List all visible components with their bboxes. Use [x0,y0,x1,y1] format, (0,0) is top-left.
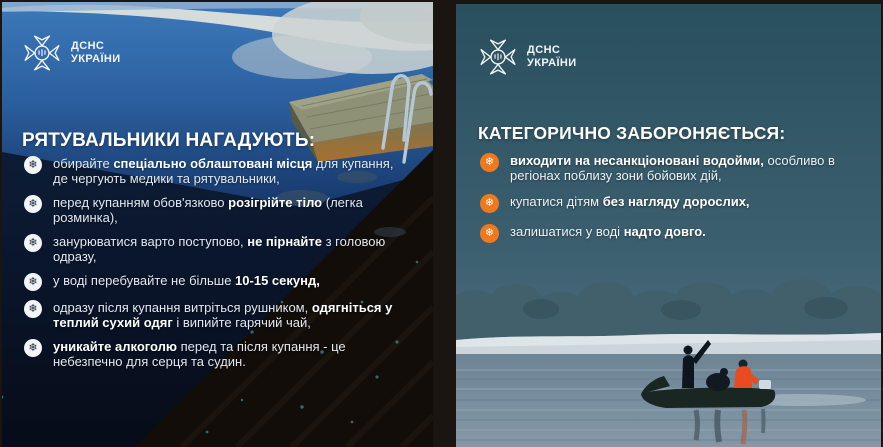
list-item [24,300,410,330]
reminders-list [24,156,410,369]
list-item [24,195,410,225]
right-poster [456,4,881,447]
snowflake-alert-icon: ❄ [24,300,42,318]
list-item-text: занурюватися варто поступово, не пірнайте з головою одразу, [53,234,386,264]
dsns-logo [478,37,577,77]
list-item-text: обирайте спеціально облаштовані місця для купання, де чергують медики та рятувальники, [53,156,394,186]
snowflake-alert-icon: ❄ [24,273,42,291]
dsns-emblem-icon [478,37,518,77]
list-item-text: одразу після купання витріться рушником, одягніться у теплий сухий одяг і випийте гарячий чай, [53,300,393,330]
list-item-text: у воді перебувайте не більше 10-15 секунд, [53,273,320,288]
list-item [480,224,860,243]
list-item [24,234,410,264]
left-poster-title: РЯТУВАЛЬНИКИ НАГАДУЮТЬ: [22,130,316,151]
dsns-logo-text: ДСНС УКРАЇНИ [71,39,121,65]
snowflake-alert-icon: ❄ [480,153,499,172]
list-item-text: залишатися у воді надто довго. [510,224,706,239]
list-item [24,156,410,186]
right-poster-title: КАТЕГОРИЧНО ЗАБОРОНЯЄТЬСЯ: [478,123,786,143]
snowflake-alert-icon: ❄ [480,224,499,243]
dsns-emblem-icon [22,33,62,73]
list-item [24,339,410,369]
list-item [480,153,860,183]
snowflake-alert-icon: ❄ [24,234,42,252]
list-item [24,273,410,291]
left-poster [2,2,433,447]
dsns-logo [22,33,121,73]
list-item-text: перед купанням обов'язково розігрійте тіло (легка розминка), [53,195,363,225]
list-item [480,194,860,213]
dsns-logo-text: ДСНС УКРАЇНИ [527,43,577,69]
snowflake-alert-icon: ❄ [480,194,499,213]
snowflake-alert-icon: ❄ [24,156,42,174]
snowflake-alert-icon: ❄ [24,339,42,357]
prohibitions-list [480,153,860,243]
list-item-text: уникайте алкоголю перед та після купання - це небезпечно для серця та судин. [53,339,346,369]
list-item-text: купатися дітям без нагляду дорослих, [510,194,750,209]
snowflake-alert-icon: ❄ [24,195,42,213]
list-item-text: виходити на несанкціоновані водойми, особливо в регіонах поблизу зони бойових дій, [510,153,835,183]
